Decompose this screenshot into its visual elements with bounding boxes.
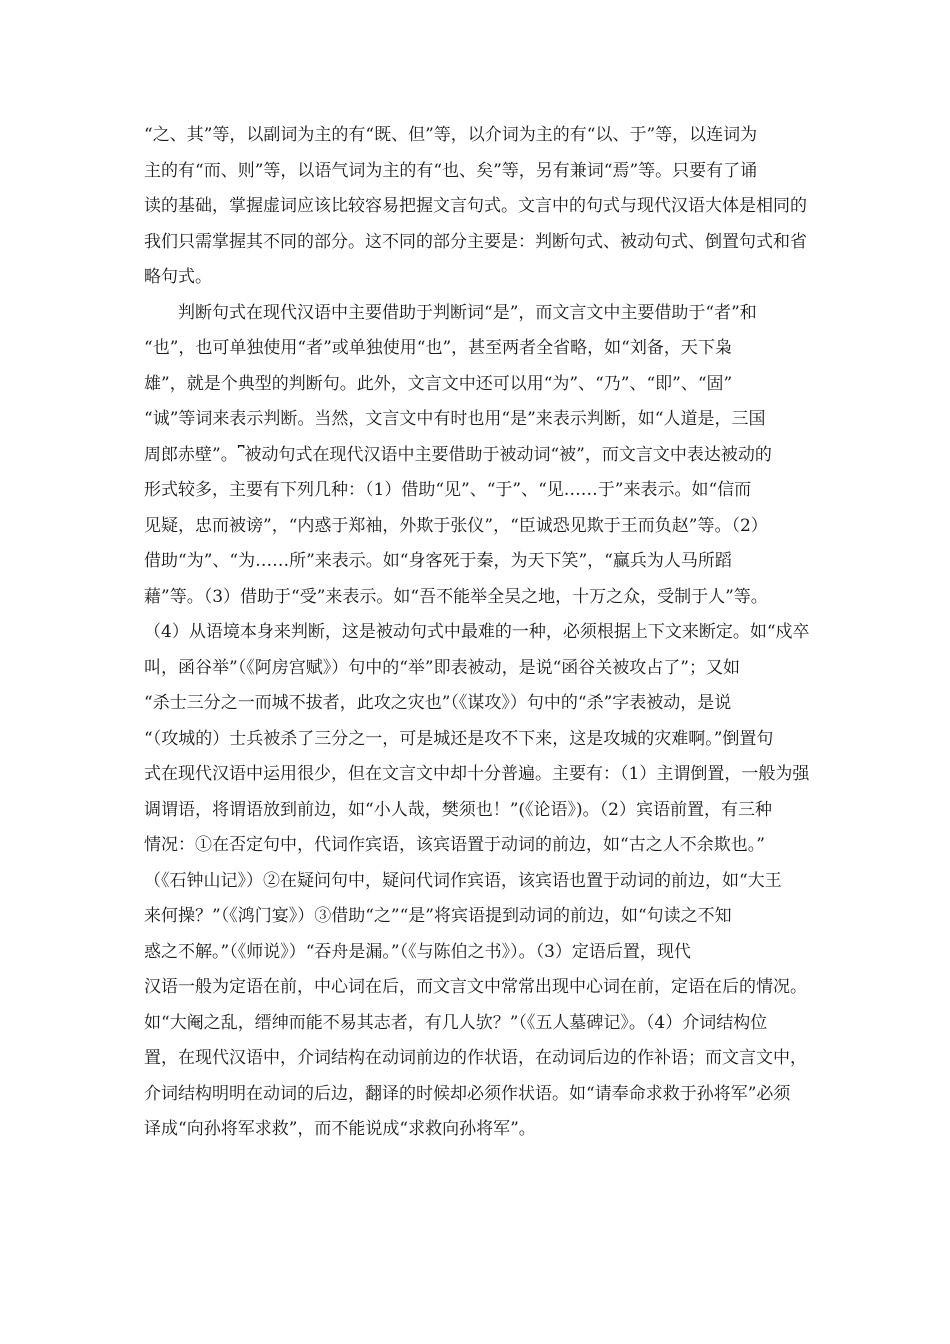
body-text <box>144 118 814 1148</box>
text-line: 主的有“而、则”等，以语气词为主的有“也、矣”等，另有兼词“焉”等。只要有了诵 <box>144 160 758 181</box>
text-line: 式在现代汉语中运用很少，但在文言文中却十分普遍。主要有：（1）主谓倒置，一般为强 <box>144 764 810 784</box>
text-line: 见疑，忠而被谤”，“内惑于郑袖，外欺于张仪”，“臣诚恐见欺于王而负赵”等。（2） <box>144 515 768 536</box>
text-line: 借助“为”、“为……所”来表示。如“身客死于秦，为天下笑”，“赢兵为人马所蹈 <box>144 551 732 571</box>
text-line: 汉语一般为定语在前，中心词在后，而文言文中常常出现中心词在前，定语在后的情况。 <box>144 977 807 997</box>
text-line: 叫，函谷举”（《阿房宫赋》）句中的“举”即表被动，是说“函谷关被攻占了”；又如 <box>144 657 740 678</box>
paragraph-1 <box>144 118 814 296</box>
text-line: “（攻城的）士兵被杀了三分之一，可是城还是攻不下来，这是攻城的灾难啊。”倒置句 <box>144 728 774 749</box>
paragraph-2 <box>144 296 814 1148</box>
text-line: 我们只需掌握其不同的部分。这不同的部分主要是：判断句式、被动句式、倒置句式和省 <box>144 231 807 252</box>
text-line: “诚”等词来表示判断。当然，文言文中有时也用“是”来表示判断，如“人道是，三国 <box>144 409 766 429</box>
text-line: 惑之不解。”（《师说》）“吞舟是漏。”（《与陈伯之书》）。（3）定语后置，现代 <box>144 941 691 962</box>
text-line: 周郎赤壁”。⎴被动句式在现代汉语中主要借助于被动词“被”，而文言文中表达被动的 <box>144 444 772 465</box>
text-line: 略句式。 <box>144 267 212 287</box>
text-line: 译成“向孙将军求救”，而不能说成“求救向孙将军”。 <box>144 1119 536 1139</box>
text-line: 雄”，就是个典型的判断句。此外，文言文中还可以用“为”、“乃”、“即”、“固” <box>144 373 733 394</box>
text-line: “也”，也可单独使用“者”或单独使用“也”，甚至两者全省略，如“刘备，天下枭 <box>144 338 732 358</box>
text-line: 形式较多，主要有下列几种：（1）借助“见”、“于”、“见……于”来表示。如“信而 <box>144 480 752 500</box>
text-line: 来何操？”（《鸿门宴》）③借助“之”“是”将宾语提到动词的前边，如“句读之不知 <box>144 906 732 926</box>
text-line: 介词结构明明在动词的后边，翻译的时候却必须作状语。如“请奉命求救于孙将军”必须 <box>144 1083 791 1104</box>
text-line: “杀士三分之一而城不拔者，此攻之灾也”（《谋攻》）句中的“杀”字表被动，是说 <box>144 693 732 713</box>
text-line: “之、其”等，以副词为主的有“既、但”等，以介词为主的有“以、于”等，以连词为 <box>144 125 758 145</box>
text-line: （《石钟山记》）②在疑问句中，疑问代词作宾语，该宾语也置于动词的前边，如“大王 <box>144 870 782 891</box>
text-line: 如“大阉之乱，缙绅而能不易其志者，有几人欤？”（《五人墓碑记》。（4）介词结构位 <box>144 1012 768 1033</box>
text-line: （4）从语境本身来判断，这是被动句式中最难的一种，必须根据上下文来断定。如“戍卒 <box>144 622 810 642</box>
text-line: 调谓语，将谓语放到前边，如“小人哉，樊须也！”(《论语》)。（2）宾语前置，有三种 <box>144 799 772 820</box>
text-line: 判断句式在现代汉语中主要借助于判断词“是”，而文言文中主要借助于“者”和 <box>178 302 757 323</box>
text-line: 情况：①在否定句中，代词作宾语，该宾语置于动词的前边，如“古之人不余欺也。” <box>144 835 765 855</box>
text-line: 读的基础，掌握虚词应该比较容易把握文言句式。文言中的句式与现代汉语大体是相同的 <box>144 196 807 216</box>
text-line: 藉”等。（3）借助于“受”来表示。如“吾不能举全吴之地，十万之众，受制于人”等。 <box>144 586 768 607</box>
text-line: 置，在现代汉语中，介词结构在动词前边的作状语，在动词后边的作补语；而文言文中， <box>144 1048 807 1068</box>
